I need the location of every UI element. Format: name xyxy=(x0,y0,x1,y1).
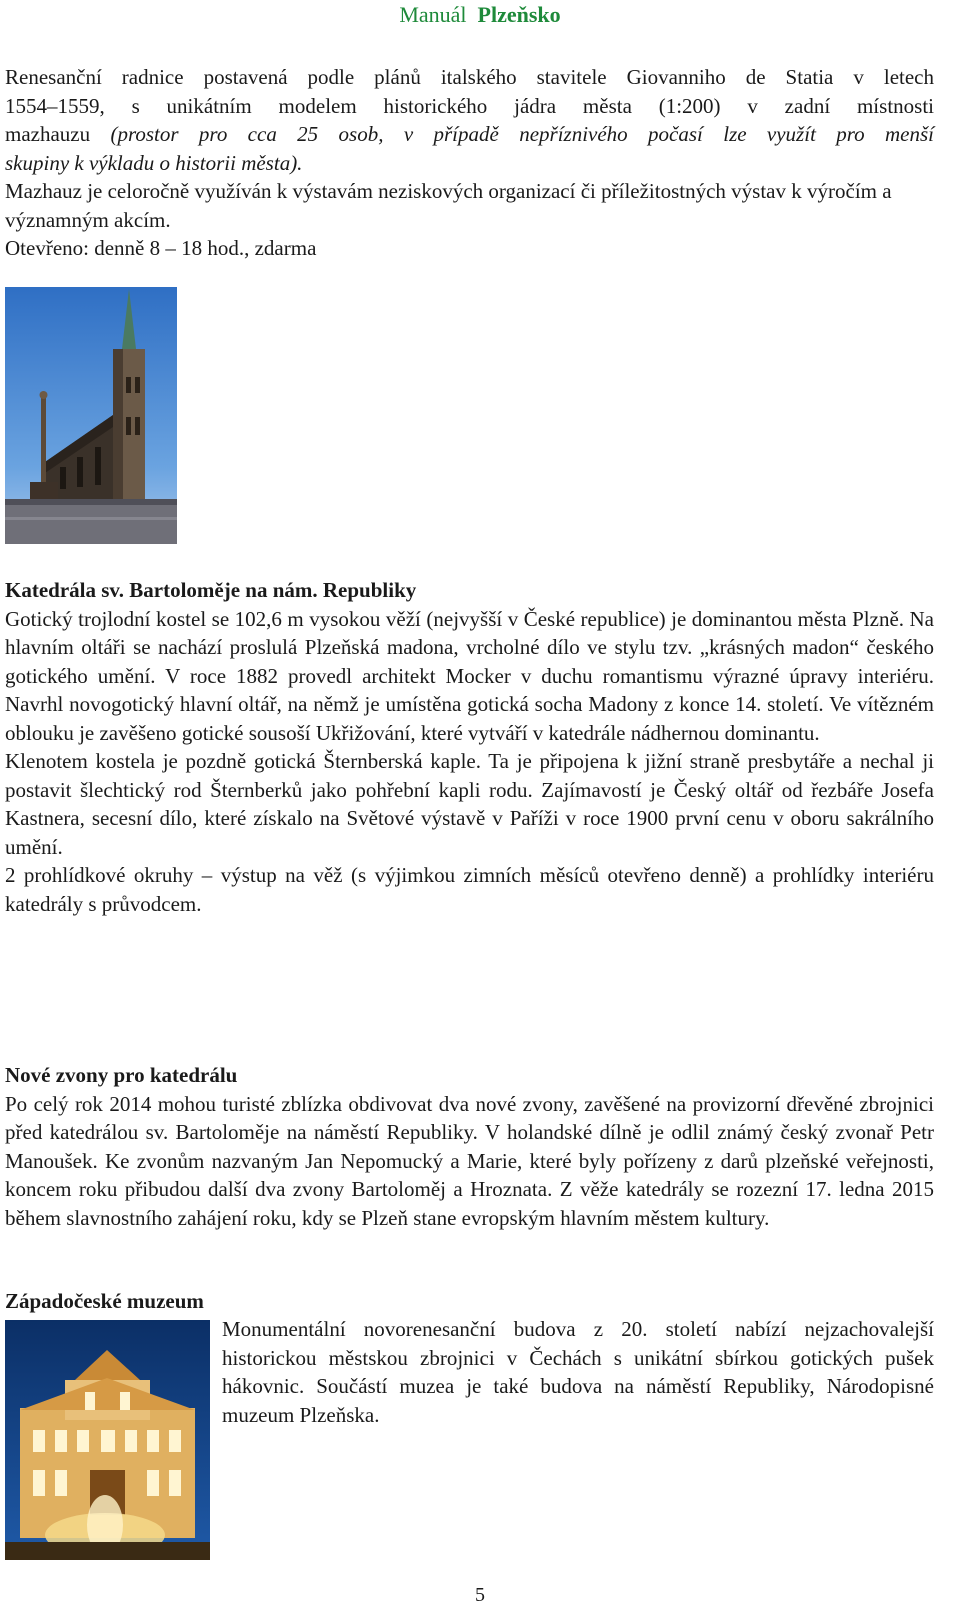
radnice-line-3 xyxy=(5,120,934,149)
radnice-note-italic: (prostor pro cca 25 osob, v případě nepříznivého počasí lze využít pro menší xyxy=(110,122,935,146)
muzeum-title: Západočeské muzeum xyxy=(5,1289,204,1313)
katedrala-paragraph-2: Klenotem kostela je pozdně gotická Šternberská kaple. Ta je připojena k jižní straně presbytáře a nechal ji postavit šlechtický rod Šternberků jako pohřební kapli rodu. Zajímavostí je Český oltář od řezbáře Josefa Kastnera, secesní dílo, které získalo na Světové výstavě v Paříži v roce 1900 první cenu v oboru sakrálního umění. xyxy=(5,749,934,859)
document-header xyxy=(0,2,960,28)
radnice-line-2: 1554–1559, s unikátním modelem historického jádra města (1:200) v zadní místnosti xyxy=(5,93,934,118)
zvony-paragraph: Po celý rok 2014 mohou turisté zblízka obdivovat dva nové zvony, zavěšené na provizorní dřevěné zbrojnici před katedrálou sv. Bartoloměje na náměstí Republiky. V holandské dílně je odlil známý český zvonař Petr Manoušek. Ke zvonům nazvaným Jan Nepomucký a Marie, které byly pořízeny z darů plzeňské veřejnosti, koncem roku přibudou další dva zvony Bartoloměj a Hroznata. Z věže katedrály se rozezní 17. ledna 2015 během slavnostního zahájení roku, kdy se Plzeň stane evropským hlavním městem kultury. xyxy=(5,1091,934,1230)
zvony-section xyxy=(5,1061,934,1232)
header-region: Plzeňsko xyxy=(477,2,561,27)
page-number: 5 xyxy=(475,1584,485,1606)
katedrala-section xyxy=(5,576,934,918)
radnice-section xyxy=(5,63,934,263)
radnice-mazhauz: mazhauzu xyxy=(5,122,91,146)
muzeum-text-wrap xyxy=(222,1315,934,1429)
radnice-line-1: Renesanční radnice postavená podle plánů italského stavitele Giovanniho de Statia v letech xyxy=(5,65,934,89)
radnice-opening-hours: Otevřeno: denně 8 – 18 hod., zdarma xyxy=(5,236,317,260)
katedrala-paragraph-1: Gotický trojlodní kostel se 102,6 m vysokou věží (nejvyšší v České republice) je dominantou města Plzně. Na hlavním oltáři se nachází proslulá Plzeňská madona, vrcholné dílo ve stylu tzv. „krásných madon“ českého gotického umění. V roce 1882 provedl architekt Mocker v duchu romantismu výrazné úpravy interiéru. Navrhl novogotický hlavní oltář, na němž je umístěna gotická socha Madony z konce 14. století. Ve vítězném oblouku je zavěšeno gotické sousoší Ukřižování, které vytváří v katedrále nádhernou dominantu. xyxy=(5,606,934,745)
katedrala-paragraph-3: 2 prohlídkové okruhy – výstup na věž (s výjimkou zimních měsíců otevřeno denně) a prohlídky interiéru katedrály s průvodcem. xyxy=(5,863,934,916)
museum-photo xyxy=(5,1320,210,1560)
muzeum-paragraph: Monumentální novorenesanční budova z 20. století nabízí nejzachovalejší historickou městskou zbrojnici v Čechách s unikátní sbírkou gotických pušek hákovnic. Součástí muzea je také budova na náměstí Republiky, Národopisné muzeum Plzeňska. xyxy=(222,1317,934,1427)
muzeum-title-wrap xyxy=(5,1287,934,1316)
cathedral-photo xyxy=(5,287,177,544)
katedrala-title: Katedrála sv. Bartoloměje na nám. Republiky xyxy=(5,578,417,602)
radnice-mazhauz-paragraph: Mazhauz je celoročně využíván k výstavám neziskových organizací či příležitostných výstav k výročím a významným akcím. xyxy=(5,179,892,232)
radnice-note-italic-end: skupiny k výkladu o historii města). xyxy=(5,150,303,175)
zvony-title: Nové zvony pro katedrálu xyxy=(5,1063,238,1087)
header-manual: Manuál xyxy=(399,2,467,27)
